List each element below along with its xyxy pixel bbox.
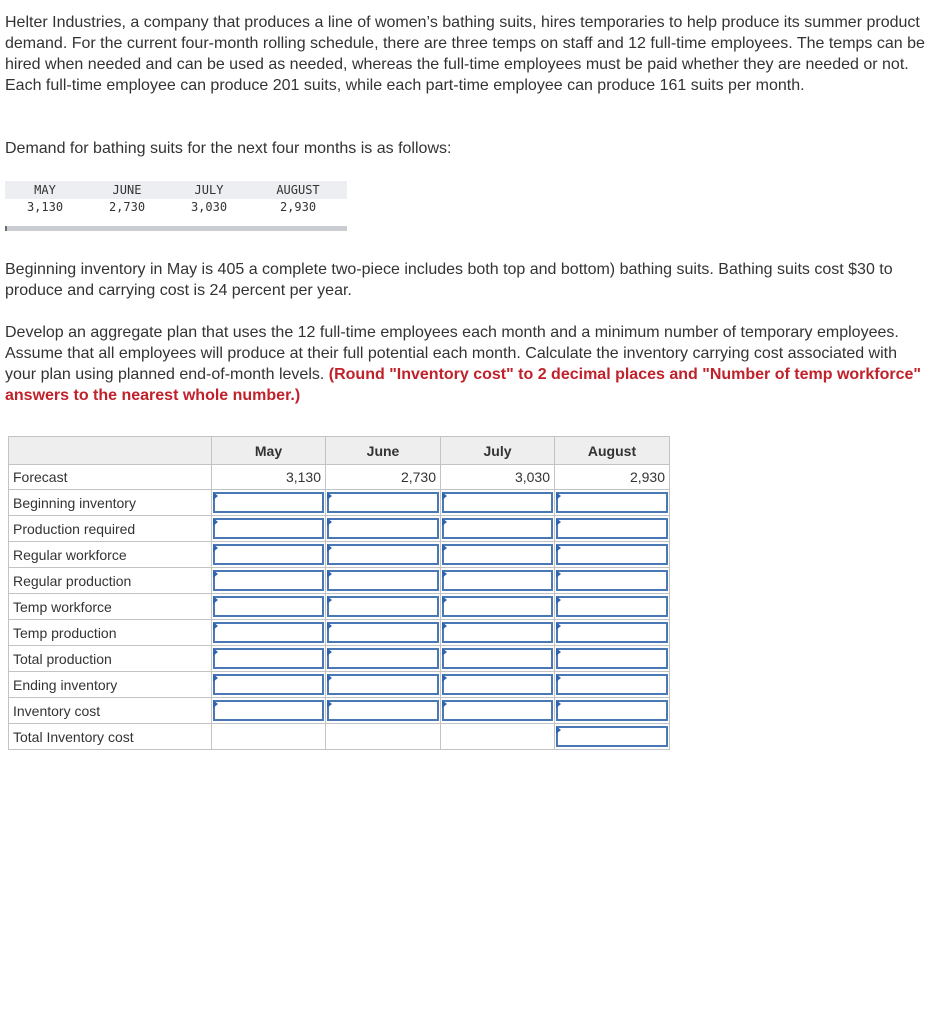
demand-month: JUNE — [112, 183, 142, 197]
row-label: Forecast — [9, 465, 212, 490]
header-may: May — [212, 437, 326, 465]
forecast-value: 3,130 — [212, 465, 326, 490]
table-row — [9, 646, 670, 672]
answer-input-august[interactable] — [556, 518, 668, 539]
input-cell-may — [212, 594, 326, 620]
answer-input-august[interactable] — [556, 648, 668, 669]
table-row — [9, 698, 670, 724]
demand-month: MAY — [34, 183, 56, 197]
answer-input-may[interactable] — [213, 596, 324, 617]
row-label: Total production — [9, 646, 212, 672]
row-label: Beginning inventory — [9, 490, 212, 516]
table-row — [9, 516, 670, 542]
header-blank — [9, 437, 212, 465]
table-row — [9, 568, 670, 594]
input-cell-may — [212, 698, 326, 724]
answer-input-july[interactable] — [442, 492, 553, 513]
input-cell-june — [326, 542, 441, 568]
answer-input-july[interactable] — [442, 622, 553, 643]
demand-bottom-rule — [5, 226, 347, 231]
header-july: July — [441, 437, 555, 465]
answer-input-july[interactable] — [442, 674, 553, 695]
answer-input-may[interactable] — [213, 674, 324, 695]
demand-value: 2,730 — [108, 200, 146, 214]
input-cell-may — [212, 490, 326, 516]
input-cell-total — [555, 724, 670, 750]
answer-input-august[interactable] — [556, 570, 668, 591]
table-row — [9, 542, 670, 568]
answer-input-august[interactable] — [556, 700, 668, 721]
answer-input-july[interactable] — [442, 700, 553, 721]
demand-bottom-edge — [5, 226, 7, 231]
input-cell-may — [212, 542, 326, 568]
task-text: Develop an aggregate plan that uses the 12 full-time employees each month and a minimum number of temporary employees. Assume that all employees will produce at their full potential each month. Calculate the inventory carrying cost associated with your plan using planned end-of-month levels. — [5, 324, 899, 383]
input-cell-july — [441, 698, 555, 724]
table-row — [9, 672, 670, 698]
input-cell-july — [441, 516, 555, 542]
input-cell-august — [555, 490, 670, 516]
demand-month: AUGUST — [276, 183, 320, 197]
input-cell-may — [212, 620, 326, 646]
answer-input-august[interactable] — [556, 492, 668, 513]
answer-input-june[interactable] — [327, 544, 439, 565]
answer-input-august[interactable] — [556, 674, 668, 695]
header-row — [9, 437, 670, 465]
demand-table — [5, 181, 347, 231]
input-cell-may — [212, 516, 326, 542]
task-paragraph — [5, 322, 925, 406]
demand-value: 3,030 — [190, 200, 228, 214]
input-cell-june — [326, 620, 441, 646]
input-cell-june — [326, 516, 441, 542]
forecast-value: 2,730 — [326, 465, 441, 490]
input-cell-august — [555, 594, 670, 620]
row-label: Production required — [9, 516, 212, 542]
input-cell-june — [326, 490, 441, 516]
answer-input-july[interactable] — [442, 596, 553, 617]
row-label: Ending inventory — [9, 672, 212, 698]
demand-month: JULY — [194, 183, 224, 197]
input-cell-july — [441, 490, 555, 516]
table-row — [9, 620, 670, 646]
input-cell-may — [212, 646, 326, 672]
input-cell-july — [441, 620, 555, 646]
input-cell-august — [555, 542, 670, 568]
answer-input-june[interactable] — [327, 674, 439, 695]
row-label: Temp workforce — [9, 594, 212, 620]
answer-input-june[interactable] — [327, 700, 439, 721]
answer-input-august[interactable] — [556, 596, 668, 617]
answer-input-june[interactable] — [327, 492, 439, 513]
row-label: Regular production — [9, 568, 212, 594]
row-label: Inventory cost — [9, 698, 212, 724]
rounding-note: (Round "Inventory cost" to 2 decimal places and "Number of temp workforce" answers to the nearest whole number.) — [5, 366, 921, 404]
answer-input-june[interactable] — [327, 622, 439, 643]
input-cell-august — [555, 646, 670, 672]
input-cell-may — [212, 568, 326, 594]
demand-col-may — [10, 182, 80, 216]
forecast-row — [9, 465, 670, 490]
answer-input-may[interactable] — [213, 492, 324, 513]
input-cell-june — [326, 698, 441, 724]
demand-col-july — [174, 182, 244, 216]
input-cell-august — [555, 620, 670, 646]
answer-input-may[interactable] — [213, 622, 324, 643]
forecast-value: 2,930 — [555, 465, 670, 490]
answer-input-july[interactable] — [442, 518, 553, 539]
answer-input-july[interactable] — [442, 648, 553, 669]
answer-input-august[interactable] — [556, 622, 668, 643]
empty-cell — [326, 724, 441, 750]
input-cell-august — [555, 698, 670, 724]
empty-cell — [441, 724, 555, 750]
answer-input-may[interactable] — [213, 518, 324, 539]
table-row — [9, 490, 670, 516]
demand-col-august — [263, 182, 333, 216]
answer-input-may[interactable] — [213, 570, 324, 591]
answer-input-july[interactable] — [442, 570, 553, 591]
answer-input-june[interactable] — [327, 648, 439, 669]
input-cell-july — [441, 568, 555, 594]
intro-paragraph: Helter Industries, a company that produces a line of women’s bathing suits, hires temporaries to help produce its summer product demand. For the current four-month rolling schedule, there are three temps on staff and 12 full-time employees. The temps can be hired when needed and can be used as needed, whereas the full-time employees must be paid whether they are needed or not. Each full-time employee can produce 201 suits, while each part-time employee can produce 161 suits per month. — [5, 14, 925, 94]
aggregate-plan-table — [8, 436, 670, 750]
input-cell-june — [326, 672, 441, 698]
row-label: Regular workforce — [9, 542, 212, 568]
demand-value: 3,130 — [26, 200, 64, 214]
input-cell-august — [555, 568, 670, 594]
demand-value: 2,930 — [279, 200, 317, 214]
demand-col-june — [92, 182, 162, 216]
input-cell-july — [441, 542, 555, 568]
total-row — [9, 724, 670, 750]
header-june: June — [326, 437, 441, 465]
row-label: Temp production — [9, 620, 212, 646]
input-cell-may — [212, 672, 326, 698]
input-cell-june — [326, 646, 441, 672]
answer-input-may[interactable] — [213, 544, 324, 565]
input-cell-july — [441, 672, 555, 698]
input-cell-june — [326, 594, 441, 620]
demand-intro: Demand for bathing suits for the next four months is as follows: — [5, 140, 452, 157]
total-inventory-cost-input[interactable] — [556, 726, 668, 747]
answer-input-july[interactable] — [442, 544, 553, 565]
input-cell-july — [441, 594, 555, 620]
empty-cell — [212, 724, 326, 750]
input-cell-june — [326, 568, 441, 594]
input-cell-august — [555, 672, 670, 698]
answer-input-june[interactable] — [327, 596, 439, 617]
table-row — [9, 594, 670, 620]
answer-input-may[interactable] — [213, 648, 324, 669]
forecast-value: 3,030 — [441, 465, 555, 490]
answer-input-august[interactable] — [556, 544, 668, 565]
answer-input-june[interactable] — [327, 570, 439, 591]
answer-input-june[interactable] — [327, 518, 439, 539]
inventory-paragraph: Beginning inventory in May is 405 a complete two-piece includes both top and bottom) bathing suits. Bathing suits cost $30 to produce and carrying cost is 24 percent per year. — [5, 261, 893, 299]
input-cell-july — [441, 646, 555, 672]
header-august: August — [555, 437, 670, 465]
answer-input-may[interactable] — [213, 700, 324, 721]
input-cell-august — [555, 516, 670, 542]
row-label: Total Inventory cost — [9, 724, 212, 750]
